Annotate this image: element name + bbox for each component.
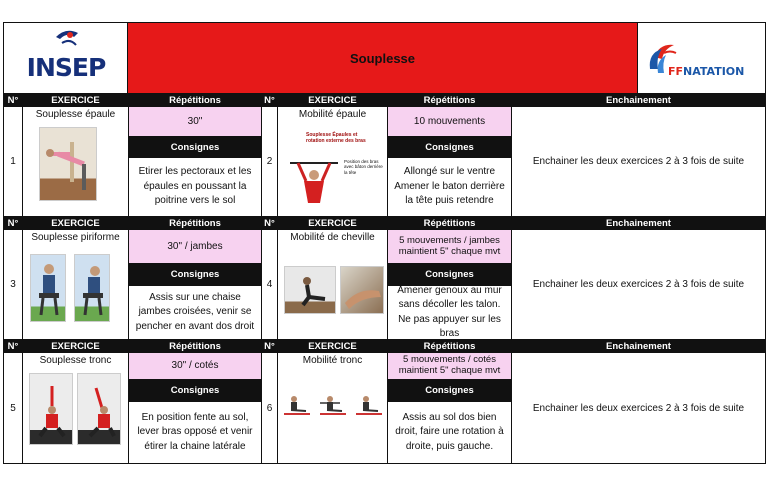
exercise-photo-shoulder-stretch	[39, 127, 97, 201]
ffnatation-logo-icon	[638, 23, 765, 94]
header-sequence: Enchainement	[512, 340, 765, 353]
sequence-text: Enchainer les deux exercices 2 à 3 fois de suite	[532, 402, 745, 414]
header-num: N°	[262, 340, 278, 353]
header-num: N°	[4, 340, 23, 353]
header-reps: Répétitions	[129, 217, 262, 230]
insep-logo	[4, 23, 128, 94]
ffnatation-logo	[638, 23, 765, 94]
instructions-header: Consignes	[388, 264, 512, 286]
exercise-number: 1	[4, 107, 23, 217]
reps-value: 30" / cotés	[129, 353, 262, 380]
header-reps: Répétitions	[388, 94, 512, 107]
header-exercise: EXERCICE	[23, 94, 129, 107]
instructions-text: En position fente au sol, lever bras opposé et venir étirer la chaine latérale	[129, 402, 262, 463]
ffn-natation-text: NATATION	[683, 65, 745, 78]
sequence-text: Enchainer les deux exercices 2 à 3 fois de suite	[512, 230, 765, 340]
instructions-text: Amener genoux au mur sans décoller les talon. Ne pas appuyer sur les bras	[388, 286, 512, 340]
header-exercise: EXERCICE	[278, 340, 388, 353]
instructions-text: Allongé sur le ventre Amener le baton derrière la tête puis retendre	[388, 158, 512, 217]
header-reps: Répétitions	[129, 94, 262, 107]
exercise-photo-ankle-wall	[284, 266, 336, 314]
header-sequence: Enchainement	[512, 94, 765, 107]
exercise-cell	[278, 353, 388, 463]
header-reps: Répétitions	[129, 340, 262, 353]
figure-illustration	[284, 155, 344, 210]
reps-value: 30" / jambes	[129, 230, 262, 264]
instructions-text: Assis au sol dos bien droit, faire une rotation à droite, puis gauche.	[388, 402, 512, 463]
header-reps: Répétitions	[388, 217, 512, 230]
figure-caption: Position des bras avec bâton derrière la tête	[344, 159, 383, 175]
exercise-name: Souplesse épaule	[35, 109, 116, 120]
exercise-photo-trunk-lunge-1	[29, 373, 73, 445]
exercise-number: 5	[4, 353, 23, 463]
exercise-number: 2	[262, 107, 278, 217]
header-num: N°	[4, 217, 23, 230]
instructions-text: Assis sur une chaise jambes croisées, venir se pencher en avant dos droit	[129, 286, 262, 340]
exercise-number: 6	[262, 353, 278, 463]
instructions-header: Consignes	[129, 137, 262, 158]
reps-value: 5 mouvements / jambes maintient 5" chaque mvt	[388, 230, 512, 264]
reps-value: 5 mouvements / cotés maintient 5" chaque mvt	[388, 353, 512, 380]
header-exercise: EXERCICE	[23, 340, 129, 353]
instructions-text: Etirer les pectoraux et les épaules en poussant la poitrine vers le sol	[129, 158, 262, 217]
instructions-header: Consignes	[129, 264, 262, 286]
exercise-cell	[23, 353, 129, 463]
reps-value: 10 mouvements	[388, 107, 512, 137]
exercise-cell	[278, 230, 388, 340]
exercise-diagram-trunk-rotation	[282, 391, 386, 421]
exercise-photo-ankle-closeup	[340, 266, 384, 314]
exercise-name: Souplesse tronc	[39, 355, 112, 366]
exercise-name: Mobilité tronc	[302, 355, 363, 366]
exercise-name: Mobilité de cheville	[290, 232, 375, 243]
instructions-header: Consignes	[388, 380, 512, 402]
exercise-photo-trunk-lunge-2	[77, 373, 121, 445]
instructions-header: Consignes	[388, 137, 512, 158]
header-exercise: EXERCICE	[23, 217, 129, 230]
insep-logo-text: INSEP	[26, 53, 106, 82]
exercise-diagram-shoulder-mobility	[278, 125, 388, 215]
exercise-photo-piriformis-2	[74, 254, 110, 322]
header-num: N°	[262, 217, 278, 230]
instructions-header: Consignes	[129, 380, 262, 402]
exercise-cell	[278, 107, 388, 217]
header-num: N°	[262, 94, 278, 107]
figure-title: Souplesse Épaules et rotation externe des bras	[306, 132, 366, 144]
exercise-number: 3	[4, 230, 23, 340]
reps-value: 30"	[129, 107, 262, 137]
header-exercise: EXERCICE	[278, 94, 388, 107]
exercise-photo-piriformis-1	[30, 254, 66, 322]
exercise-cell	[23, 230, 129, 340]
exercise-name: Souplesse piriforme	[31, 232, 120, 243]
page-title: Souplesse	[128, 23, 638, 94]
ffn-ff-text: FF	[668, 65, 684, 78]
header-sequence: Enchainement	[512, 217, 765, 230]
header-num: N°	[4, 94, 23, 107]
header-exercise: EXERCICE	[278, 217, 388, 230]
exercise-number: 4	[262, 230, 278, 340]
exercise-cell	[23, 107, 129, 217]
exercise-name: Mobilité épaule	[298, 109, 367, 120]
header-reps: Répétitions	[388, 340, 512, 353]
sequence-text: Enchainer les deux exercices 2 à 3 fois de suite	[512, 107, 765, 217]
